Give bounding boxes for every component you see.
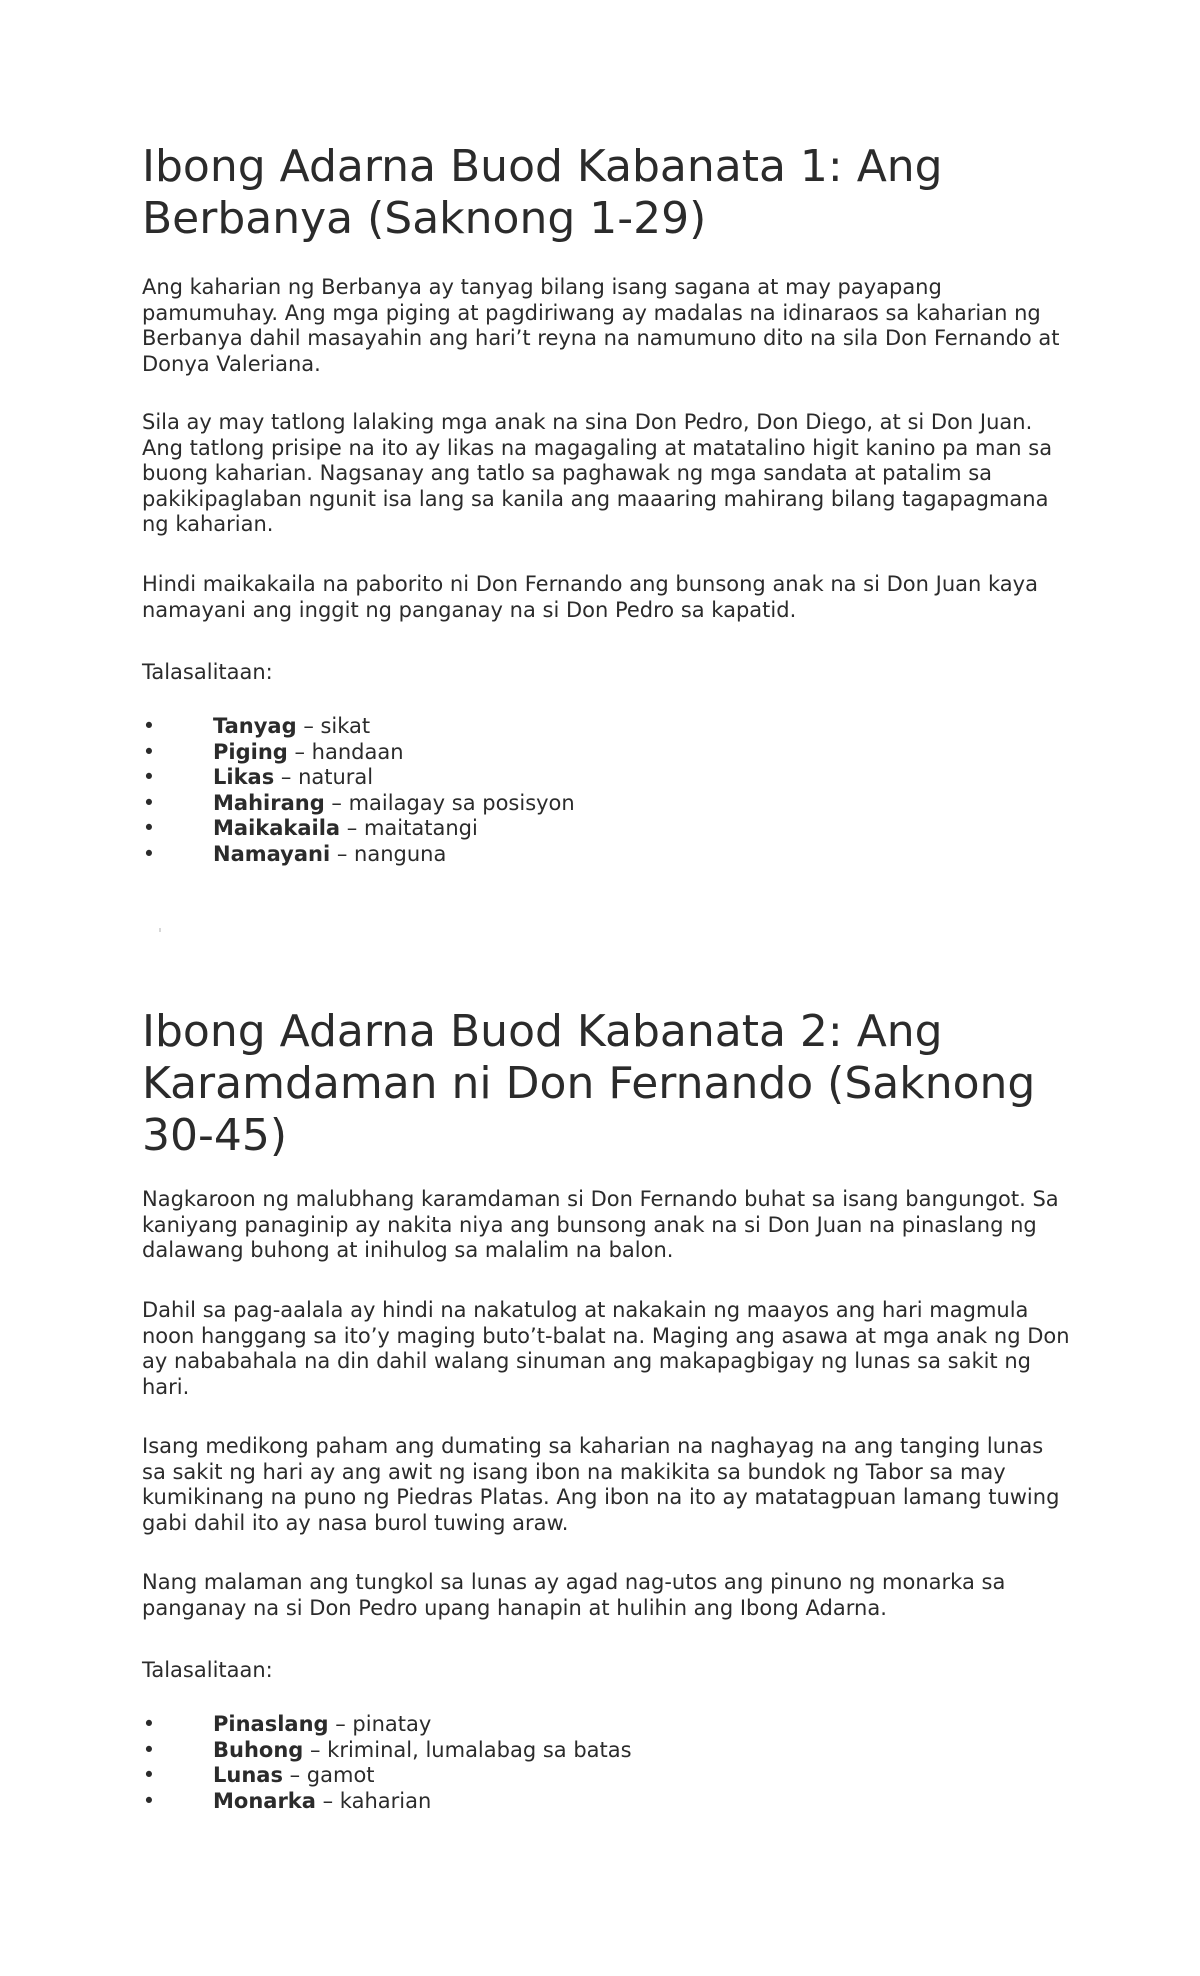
bullet-icon: • [142, 841, 156, 866]
section-2-vocab-heading: Talasalitaan: [142, 1658, 273, 1682]
section-2-paragraph-2: Dahil sa pag-aalala ay hindi na nakatulog at nakakain ng maayos ang hari magmula noon hanggang sa ito’y maging buto’t-balat na. Maging ang asawa at mga anak ng Don ay nababahala na din dahil walang sinuman ang makapagbigay ng lunas sa sakit ng hari. [142, 1298, 1070, 1399]
bullet-icon: • [142, 816, 156, 840]
section-2-vocab-list [142, 1712, 1042, 1814]
vocab-term: Pinaslang [213, 1712, 329, 1736]
vocab-definition: – nanguna [330, 841, 447, 866]
section-2-paragraph-1: Nagkaroon ng malubhang karamdaman si Don Fernando buhat sa isang bangungot. Sa kaniyang panaginip ay nakita niya ang bunsong anak na si Don Juan na pinaslang ng dalawang buhong at inihulog sa malalim na balon. [142, 1187, 1059, 1262]
vocab-term: Likas [213, 765, 275, 789]
vocab-definition: – kaharian [315, 1788, 432, 1813]
vocab-definition: – mailagay sa posisyon [324, 790, 575, 815]
bullet-icon: • [142, 1737, 156, 1762]
vocab-term: Namayani [213, 841, 331, 866]
section-1-vocab-heading: Talasalitaan: [142, 660, 273, 684]
vocab-term: Tanyag [213, 714, 297, 738]
section-1-paragraph-3: Hindi maikakaila na paborito ni Don Fernando ang bunsong anak na si Don Juan kaya namayani ang inggit ng panganay na si Don Pedro sa kapatid. [142, 572, 1038, 622]
section-2-title: Ibong Adarna Buod Kabanata 2: Ang Karamdaman ni Don Fernando (Saknong 30-45) [142, 1006, 1036, 1161]
list-item [142, 1789, 1042, 1815]
vocab-definition: – kriminal, lumalabag sa batas [303, 1737, 632, 1762]
vocab-definition: – natural [274, 765, 374, 789]
list-item [142, 714, 1042, 740]
vocab-term: Mahirang [213, 790, 325, 815]
list-item [142, 842, 1042, 868]
bullet-icon: • [142, 790, 156, 815]
vocab-term: Piging [213, 739, 288, 764]
vocab-definition: – sikat [296, 714, 371, 738]
vocab-term: Lunas [213, 1763, 283, 1787]
vocab-term: Maikakaila [213, 816, 341, 840]
vocab-term: Buhong [213, 1737, 304, 1762]
list-item [142, 740, 1042, 766]
vocab-term: Monarka [213, 1788, 316, 1813]
section-1-paragraph-2: Sila ay may tatlong lalaking mga anak na sina Don Pedro, Don Diego, at si Don Juan. Ang tatlong prisipe na ito ay likas na magagaling at matatalino higit kanino pa man sa buong kaharian. Nagsanay ang tatlo sa paghawak ng mga sandata at patalim sa pakikipaglaban ngunit isa lang sa kanila ang maaaring mahirang bilang tagapagmana ng kaharian. [142, 410, 1053, 536]
list-item [142, 1763, 1042, 1789]
list-item [142, 765, 1042, 791]
section-1-paragraph-1: Ang kaharian ng Berbanya ay tanyag bilang isang sagana at may payapang pamumuhay. Ang mga piging at pagdiriwang ay madalas na idinaraos sa kaharian ng Berbanya dahil masayahin ang hari’t reyna na namumuno dito na sila Don Fernando at Donya Valeriana. [142, 275, 1060, 376]
list-item [142, 1738, 1042, 1764]
list-item [142, 816, 1042, 842]
vocab-definition: – maitatangi [340, 816, 478, 840]
stray-mark [159, 928, 161, 932]
vocab-definition: – handaan [287, 739, 404, 764]
list-item [142, 791, 1042, 817]
list-item [142, 1712, 1042, 1738]
bullet-icon: • [142, 1788, 156, 1813]
section-1-vocab-list [142, 714, 1042, 867]
vocab-definition: – gamot [282, 1763, 375, 1787]
bullet-icon: • [142, 739, 156, 764]
bullet-icon: • [142, 1712, 156, 1736]
section-2-paragraph-4: Nang malaman ang tungkol sa lunas ay agad nag-utos ang pinuno ng monarka sa panganay na si Don Pedro upang hanapin at hulihin ang Ibong Adarna. [142, 1570, 1006, 1620]
section-1-title: Ibong Adarna Buod Kabanata 1: Ang Berbanya (Saknong 1-29) [142, 141, 943, 244]
bullet-icon: • [142, 1763, 156, 1787]
bullet-icon: • [142, 714, 156, 738]
bullet-icon: • [142, 765, 156, 789]
vocab-definition: – pinatay [328, 1712, 432, 1736]
section-2-paragraph-3: Isang medikong paham ang dumating sa kaharian na naghayag na ang tanging lunas sa sakit ng hari ay ang awit ng isang ibon na makikita sa bundok ng Tabor sa may kumikinang na puno ng Piedras Platas. Ang ibon na ito ay matatagpuan lamang tuwing gabi dahil ito ay nasa burol tuwing araw. [142, 1434, 1060, 1535]
